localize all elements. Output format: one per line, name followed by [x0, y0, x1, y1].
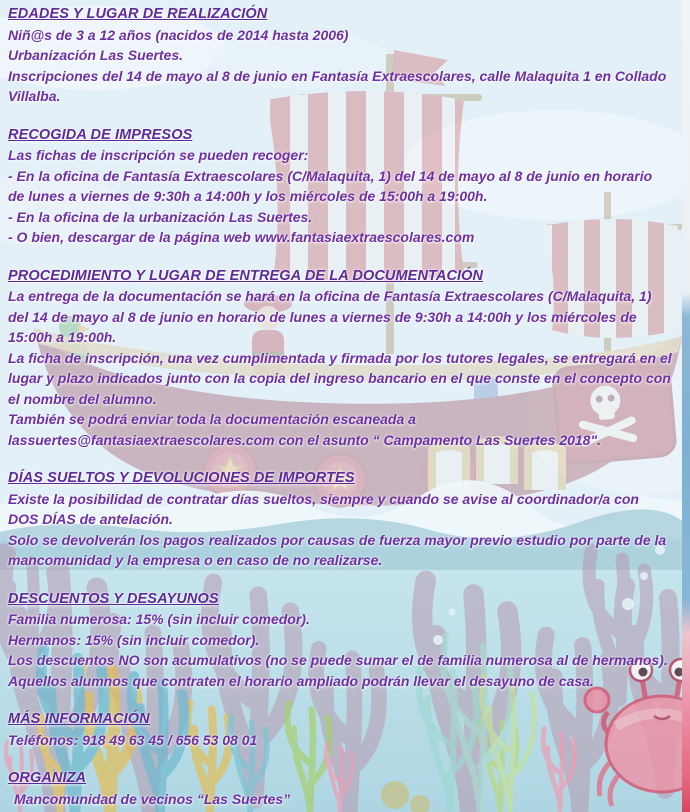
paragraph: Solo se devolverán los pagos realizados por causas de fuerza mayor previo estudio por parte de la mancomunidad y la empresa o en caso de no realizarse.	[8, 531, 667, 568]
section-recogida-impresos	[8, 125, 672, 248]
paragraph: - En la oficina de la urbanización Las Suertes.	[8, 208, 313, 225]
section-dias-sueltos	[8, 468, 672, 571]
section-procedimiento-entrega	[8, 266, 672, 451]
paragraph: La entrega de la documentación se hará en la oficina de Fantasía Extraescolares (C/Malaquita, 1) del 14 de mayo al 8 de junio en horario de lunes a viernes de 9:30h a 14:00h y los miércoles de 15:00h a 19:00h.	[8, 288, 652, 345]
paragraph: Urbanización Las Suertes.	[8, 47, 184, 63]
paragraph-email: También se podrá enviar toda la documentación escaneada a lassuertes@fantasiaextraescolares.com con el asunto “ Campamento Las Suertes 2018".	[8, 411, 601, 448]
section-heading: RECOGIDA DE IMPRESOS	[8, 126, 193, 143]
phones-line: Teléfonos: 918 49 63 45 / 656 53 08 01	[8, 731, 258, 748]
section-heading: PROCEDIMIENTO Y LUGAR DE ENTREGA DE LA DOCUMENTACIÓN	[8, 267, 484, 284]
section-descuentos-desayunos	[8, 589, 672, 692]
section-heading: EDADES Y LUGAR DE REALIZACIÓN	[8, 6, 268, 22]
section-organiza	[8, 768, 672, 809]
paragraph: Aquellos alumnos que contraten el horario ampliado podrán llevar el desayuno de casa.	[8, 672, 594, 689]
paragraph: Las fichas de inscripción se pueden recoger:	[8, 147, 309, 163]
right-edge-strip	[682, 0, 690, 812]
paragraph: Niñ@s de 3 a 12 años (nacidos de 2014 hasta 2006)	[8, 26, 349, 43]
section-heading: MÁS INFORMACIÓN	[8, 711, 150, 727]
paragraph: Familia numerosa: 15% (sin incluir comedor).	[8, 611, 310, 627]
organizer-line: Mancomunidad de vecinos “Las Suertes”	[14, 790, 291, 807]
section-edades-y-lugar	[8, 4, 672, 107]
paragraph: - En la oficina de Fantasía Extraescolares (C/Malaquita, 1) del 14 de mayo al 8 de junio en horario de lunes a viernes de 9:30h a 14:00h y los miércoles de 15:00h a 19:00h.	[8, 167, 653, 204]
section-mas-informacion	[8, 709, 672, 750]
paragraph: Los descuentos NO son acumulativos (no se puede sumar el de familia numerosa al de hermanos).	[8, 652, 668, 668]
paragraph: Existe la posibilidad de contratar días sueltos, siempre y cuando se avise al coordinador/a con DOS DÍAS de antelación.	[8, 490, 639, 527]
paragraph: La ficha de inscripción, una vez cumplimentada y firmada por los tutores legales, se entregará en el lugar y plazo indicados junto con la copia del ingreso bancario en el que conste en el concepto con el nombre del alumno.	[8, 349, 672, 407]
section-heading: DESCUENTOS Y DESAYUNOS	[8, 590, 219, 607]
section-heading: ORGANIZA	[8, 770, 87, 786]
section-heading: DÍAS SUELTOS Y DEVOLUCIONES DE IMPORTES	[8, 470, 355, 486]
paragraph: Inscripciones del 14 de mayo al 8 de junio en Fantasía Extraescolares, calle Malaquita 1 en Collado Villalba.	[8, 67, 667, 104]
paragraph-website: - O bien, descargar de la página web www.fantasiaextraescolares.com	[8, 229, 475, 245]
paragraph: Hermanos: 15% (sin incluir comedor).	[8, 631, 260, 648]
